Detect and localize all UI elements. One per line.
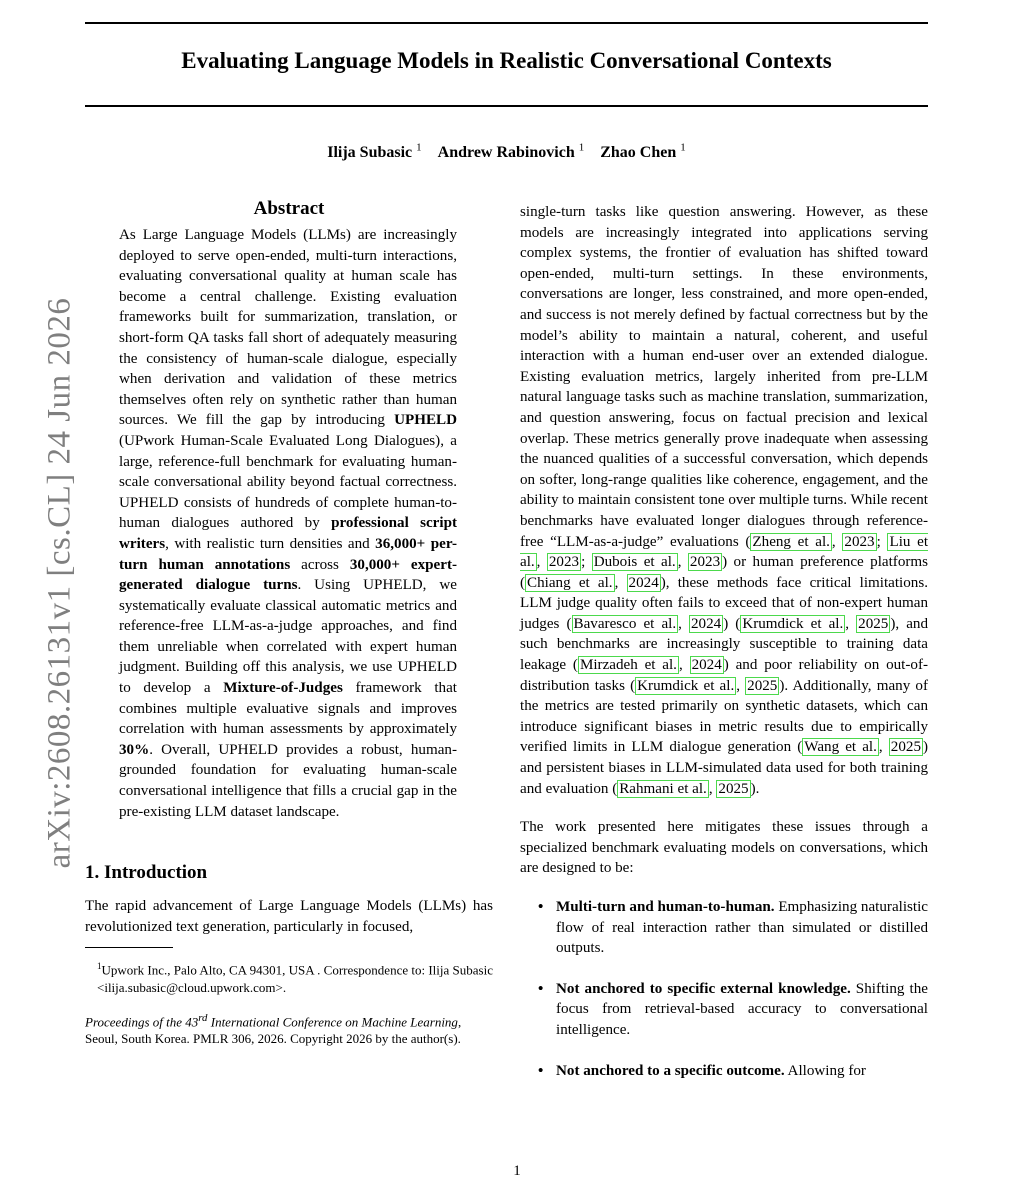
citation-link[interactable]: Chiang et al. [527,574,613,591]
citation-link[interactable]: 2025 [718,780,749,797]
text-run: ). Additionally, many of the metrics are tested primarily on synthetic datasets, which can introduce significant biases in metric results due to empirically verified limits in LLM dialogue generation ( [520,677,928,756]
text-run: As Large Language Models (LLMs) are increasingly deployed to serve open-ended, multi-turn interactions, evaluating conversational quality at human scale has become a central challenge. Existing evaluation frameworks built for summarization, translation, or short-form QA tasks fall short of adequately measuring the consistency of human-scale dialogue, especially when derivation and validation of these metrics themselves often rely on synthetic rather than human sources. We fill the gap by introducing [119,227,457,429]
citation-link[interactable]: Krumdick et al. [742,615,844,632]
text-run: ), and such benchmarks are increasingly susceptible to training data leakage ( [520,615,929,674]
emphasized-text: 30% [119,741,150,758]
citation-link[interactable]: 2023 [844,533,875,550]
text-run: , [708,780,717,797]
citation-link[interactable]: 2023 [548,554,580,571]
citation-link[interactable]: Bavaresco et al. [573,615,677,632]
footnote-text: Upwork Inc., Palo Alto, CA 94301, USA . Correspondence to: Ilija Subasic <ilija.subasic@cloud.upwork.com>. [97,962,493,995]
author-2 [438,144,585,161]
page-number: 1 [513,1163,521,1179]
author-name: Zhao Chen [600,144,677,162]
citation-link[interactable]: 2024 [691,657,722,674]
citation-link[interactable]: 2024 [691,615,722,632]
list-item-text: Allowing for [784,1062,866,1079]
emphasized-text: 30,000+ expert-generated dialogue turns [119,556,457,594]
introduction-heading: 1. Introduction [85,862,208,884]
citation-link[interactable]: Liu et al. [520,533,929,571]
text-run: , [536,554,547,571]
list-item-title: Not anchored to specific external knowledge. [556,980,851,997]
emphasized-text: professional script writers [119,515,457,552]
footnote-marker: 1 [97,961,102,972]
affiliation-marker: 1 [680,142,686,154]
title-top-rule [85,22,928,24]
paper-title: Evaluating Language Models in Realistic Conversational Contexts [181,48,832,73]
introduction-continued-paragraph [520,202,928,799]
affiliation-marker: 1 [416,142,422,154]
text-run: , [878,739,889,756]
author-1 [327,144,421,161]
proceedings-conference: International Conference on Machine Learning [207,1014,458,1030]
emphasized-text: 36,000+ per-turn human annotations [119,535,457,573]
bullet-icon: • [538,899,544,915]
list-item [520,1061,928,1082]
citation-link[interactable]: Wang et al. [804,739,877,756]
text-run: , [614,574,627,591]
list-item-text: Shifting the focus from retrieval-based accuracy to conversational intelligence. [556,980,928,1038]
text-run: , [845,615,857,632]
list-item-title: Not anchored to a specific outcome. [556,1062,785,1079]
citation-link[interactable]: Rahmani et al. [619,780,707,797]
author-name: Ilija Subasic [327,144,413,162]
proceedings-ordinal: 43 [185,1014,199,1030]
affiliation-footnote [97,958,493,995]
design-criteria-list [520,897,928,1081]
text-run: , [678,657,690,674]
list-item [520,979,928,1041]
text-run: , [677,554,688,571]
text-run: ), these methods face critical limitations. LLM judge quality often fails to exceed that of non-expert human judges ( [520,574,928,632]
author-name: Andrew Rabinovich [437,144,575,162]
text-run: , [736,677,746,694]
text-run: (UPwork Human-Scale Evaluated Long Dialogues), a large, reference-full benchmark for evaluating human-scale conversational ability beyond factual correctness. UPHELD consists of hundreds of complete human-to-human dialogues authored by [119,432,457,532]
citation-link[interactable]: 2025 [890,739,921,756]
text-run: . Using UPHELD, we systematically evaluate classical automatic metrics and reference-free LLM-as-a-judge approaches, and find them unreliable when correlated with expert human judgment. Building off this analysis, we use UPHELD to develop a [119,577,457,697]
text-run: ; [581,554,592,571]
list-item-title: Multi-turn and human-to-human. [556,899,775,915]
emphasized-text: UPHELD [394,412,457,429]
text-run: ) ( [723,615,741,632]
affiliation-marker: 1 [578,142,585,154]
text-run: framework that combines multiple evaluative signals and improves correlation with human assessments by approximately [119,680,457,738]
footnote-rule [85,947,173,948]
text-run: . Overall, UPHELD provides a robust, human-grounded foundation for evaluating human-scale conversational intelligence that fills a crucial gap in the pre-existing LLM dataset landscape. [119,741,457,820]
text-run: ). [750,780,760,797]
introduction-paragraph: The rapid advancement of Large Language Models (LLMs) has revolutionized text generation, particularly in focused, [85,898,493,935]
proceedings-prefix: Proceedings of the [85,1014,186,1030]
text-run: across [290,556,350,573]
abstract-body [119,225,457,822]
citation-link[interactable]: 2023 [689,554,721,571]
bullet-icon: • [538,980,544,997]
right-column [520,202,928,1101]
citation-link[interactable]: Krumdick et al. [637,677,735,694]
list-item [520,897,928,959]
text-run: , [831,533,843,550]
text-run: single-turn tasks like question answering. However, as these models are increasingly integrated into applications serving complex systems, the frontier of evaluation has shifted toward open-ended, multi-turn settings. In these environments, conversations are longer, less constrained, and more open-ended, and success is not merely defined by factual correctness but by the model’s ability to maintain a natural, coherent, and useful interaction with a human end-user over an extended dialogue. Existing evaluation metrics, largely inherited from pre-LLM natural language tasks such as machine translation, summarization, and question answering, focus on factual precision and lexical overlap. These metrics generally prove inadequate when assessing the nuanced qualities of a successful conversation, which depends on softer, long-range qualities like coherence, engagement, and the ability to maintain consistent tone over multiple turns. While recent benchmarks have evaluated longer dialogues through reference-free “LLM-as-a-judge” evaluations ( [520,204,928,550]
citation-link[interactable]: Mirzadeh et al. [579,657,677,674]
text-run: ) or human preference platforms ( [520,554,929,591]
title-bottom-rule [85,105,928,107]
citation-link[interactable]: 2025 [858,615,889,632]
proceedings-notice [85,1010,493,1047]
citation-link[interactable]: Zheng et al. [752,533,830,550]
text-run: , [678,615,689,632]
list-item-text: Emphasizing naturalistic flow of real interaction rather than simulated or distilled outputs. [556,899,928,957]
text-run: ) and persistent biases in LLM-simulated data used for both training and evaluation ( [520,739,929,797]
citation-link[interactable]: Dubois et al. [593,554,676,571]
text-run: ) and poor reliability on out-of-distribution tasks ( [520,657,928,694]
emphasized-text: Mixture-of-Judges [223,680,343,697]
citation-link[interactable]: 2024 [628,574,659,591]
proceedings-details: , Seoul, South Korea. PMLR 306, 2026. Copyright 2026 by the author(s). [85,1014,462,1047]
arxiv-identifier-stamp: arXiv:2608.26131v1 [cs.CL] 24 Jun 2026 [41,297,78,869]
proceedings-ordinal-suffix: rd [198,1011,208,1024]
text-run: ; [876,533,888,550]
citation-link[interactable]: 2025 [747,677,778,694]
author-list [85,142,928,162]
author-3 [600,144,686,161]
benchmark-design-paragraph: The work presented here mitigates these issues through a specialized benchmark evaluating models on conversations, which are designed to be: [520,819,928,877]
bullet-icon: • [538,1062,544,1079]
text-run: , with realistic turn densities and [165,535,376,552]
left-column [85,198,493,1047]
abstract-heading: Abstract [253,198,325,219]
